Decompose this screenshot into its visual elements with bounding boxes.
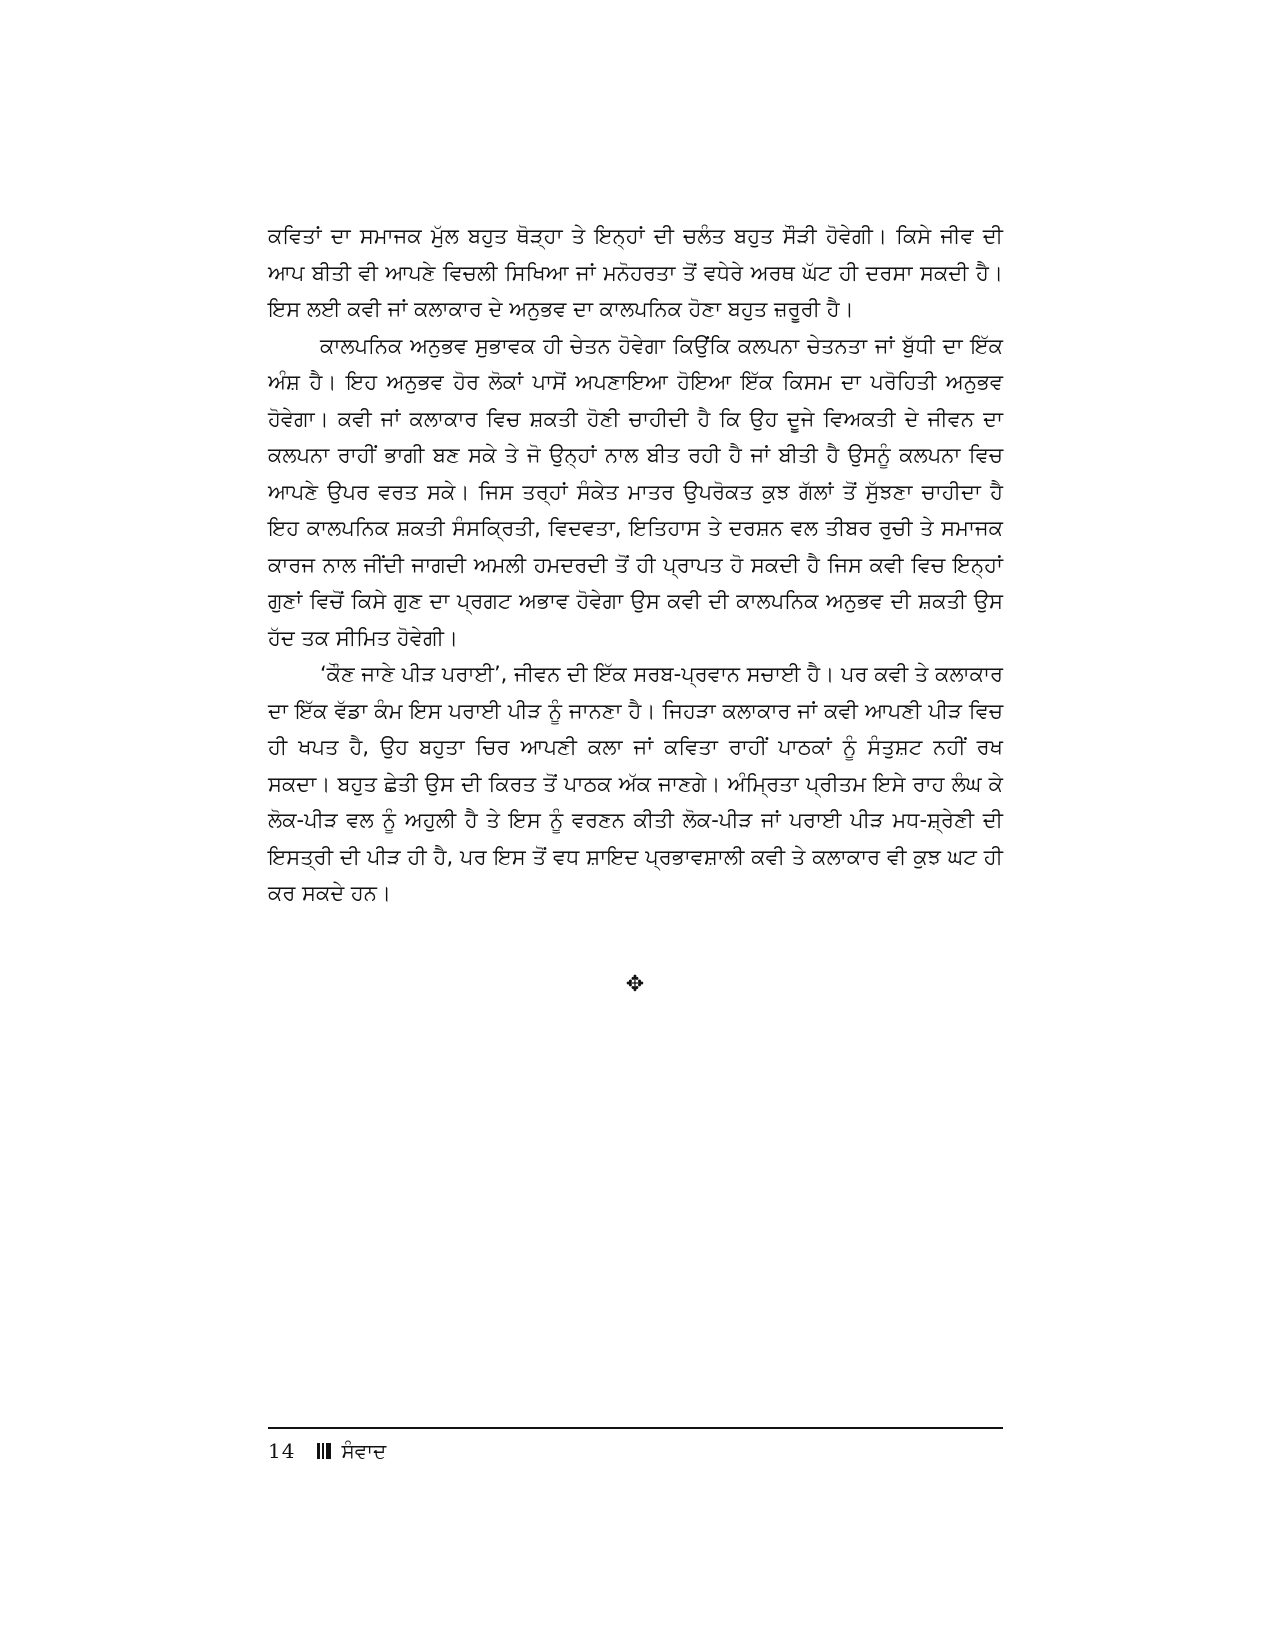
body-text [268, 218, 1003, 912]
paragraph-2: ਕਾਲਪਨਿਕ ਅਨੁਭਵ ਸੁਭਾਵਕ ਹੀ ਚੇਤਨ ਹੋਵੇਗਾ ਕਿਉਂਕਿ ਕਲਪਨਾ ਚੇਤਨਤਾ ਜਾਂ ਬੁੱਧੀ ਦਾ ਇੱਕ ਅੰਸ਼ ਹੈ। ਇਹ ਅਨੁਭਵ ਹੋਰ ਲੋਕਾਂ ਪਾਸੋਂ ਅਪਣਾਇਆ ਹੋਇਆ ਇੱਕ ਕਿਸਮ ਦਾ ਪਰੋਹਿਤੀ ਅਨੁਭਵ ਹੋਵੇਗਾ। ਕਵੀ ਜਾਂ ਕਲਾਕਾਰ ਵਿਚ ਸ਼ਕਤੀ ਹੋਣੀ ਚਾਹੀਦੀ ਹੈ ਕਿ ਉਹ ਦੂਜੇ ਵਿਅਕਤੀ ਦੇ ਜੀਵਨ ਦਾ ਕਲਪਨਾ ਰਾਹੀਂ ਭਾਗੀ ਬਣ ਸਕੇ ਤੇ ਜੋ ਉਨ੍ਹਾਂ ਨਾਲ ਬੀਤ ਰਹੀ ਹੈ ਜਾਂ ਬੀਤੀ ਹੈ ਉਸਨੂੰ ਕਲਪਨਾ ਵਿਚ ਆਪਣੇ ਉਪਰ ਵਰਤ ਸਕੇ। ਜਿਸ ਤਰ੍ਹਾਂ ਸੰਕੇਤ ਮਾਤਰ ਉਪਰੋਕਤ ਕੁਝ ਗੱਲਾਂ ਤੋਂ ਸੁੱਝਣਾ ਚਾਹੀਦਾ ਹੈ ਇਹ ਕਾਲਪਨਿਕ ਸ਼ਕਤੀ ਸੰਸਕ੍ਰਿਤੀ, ਵਿਦਵਤਾ, ਇਤਿਹਾਸ ਤੇ ਦਰਸ਼ਨ ਵਲ ਤੀਬਰ ਰੁਚੀ ਤੇ ਸਮਾਜਕ ਕਾਰਜ ਨਾਲ ਜੀਂਦੀ ਜਾਗਦੀ ਅਮਲੀ ਹਮਦਰਦੀ ਤੋਂ ਹੀ ਪ੍ਰਾਪਤ ਹੋ ਸਕਦੀ ਹੈ ਜਿਸ ਕਵੀ ਵਿਚ ਇਨ੍ਹਾਂ ਗੁਣਾਂ ਵਿਚੋਂ ਕਿਸੇ ਗੁਣ ਦਾ ਪ੍ਰਗਟ ਅਭਾਵ ਹੋਵੇਗਾ ਉਸ ਕਵੀ ਦੀ ਕਾਲਪਨਿਕ ਅਨੁਭਵ ਦੀ ਸ਼ਕਤੀ ਉਸ ਹੱਦ ਤਕ ਸੀਮਿਤ ਹੋਵੇਗੀ। [268, 333, 1003, 650]
paragraph-1: ਕਵਿਤਾਂ ਦਾ ਸਮਾਜਕ ਮੁੱਲ ਬਹੁਤ ਥੋੜ੍ਹਾ ਤੇ ਇਨ੍ਹਾਂ ਦੀ ਚਲੰਤ ਬਹੁਤ ਸੌੜੀ ਹੋਵੇਗੀ। ਕਿਸੇ ਜੀਵ ਦੀ ਆਪ ਬੀਤੀ ਵੀ ਆਪਣੇ ਵਿਚਲੀ ਸਿਖਿਆ ਜਾਂ ਮਨੋਹਰਤਾ ਤੋਂ ਵਧੇਰੇ ਅਰਥ ਘੱਟ ਹੀ ਦਰਸਾ ਸਕਦੀ ਹੈ। ਇਸ ਲਈ ਕਵੀ ਜਾਂ ਕਲਾਕਾਰ ਦੇ ਅਨੁਭਵ ਦਾ ਕਾਲਪਨਿਕ ਹੋਣਾ ਬਹੁਤ ਜ਼ਰੂਰੀ ਹੈ। [268, 224, 1003, 321]
section-ornament-icon: ✥ [625, 972, 645, 997]
bars-ornament-icon [317, 1442, 333, 1460]
running-book-title: ਸੰਵਾਦ [341, 1439, 387, 1463]
paragraph-3: ‘ਕੌਣ ਜਾਣੇ ਪੀੜ ਪਰਾਈ’, ਜੀਵਨ ਦੀ ਇੱਕ ਸਰਬ-ਪ੍ਰਵਾਨ ਸਚਾਈ ਹੈ। ਪਰ ਕਵੀ ਤੇ ਕਲਾਕਾਰ ਦਾ ਇੱਕ ਵੱਡਾ ਕੰਮ ਇਸ ਪਰਾਈ ਪੀੜ ਨੂੰ ਜਾਨਣਾ ਹੈ। ਜਿਹੜਾ ਕਲਾਕਾਰ ਜਾਂ ਕਵੀ ਆਪਣੀ ਪੀੜ ਵਿਚ ਹੀ ਖਪਤ ਹੈ, ਉਹ ਬਹੁਤਾ ਚਿਰ ਆਪਣੀ ਕਲਾ ਜਾਂ ਕਵਿਤਾ ਰਾਹੀਂ ਪਾਠਕਾਂ ਨੂੰ ਸੰਤੁਸ਼ਟ ਨਹੀਂ ਰਖ ਸਕਦਾ। ਬਹੁਤ ਛੇਤੀ ਉਸ ਦੀ ਕਿਰਤ ਤੋਂ ਪਾਠਕ ਅੱਕ ਜਾਣਗੇ। ਅੰਮ੍ਰਿਤਾ ਪ੍ਰੀਤਮ ਇਸੇ ਰਾਹ ਲੰਘ ਕੇ ਲੋਕ-ਪੀੜ ਵਲ ਨੂੰ ਅਹੁਲੀ ਹੈ ਤੇ ਇਸ ਨੂੰ ਵਰਣਨ ਕੀਤੀ ਲੋਕ-ਪੀੜ ਜਾਂ ਪਰਾਈ ਪੀੜ ਮਧ-ਸ਼੍ਰੇਣੀ ਦੀ ਇਸਤ੍ਰੀ ਦੀ ਪੀੜ ਹੀ ਹੈ, ਪਰ ਇਸ ਤੋਂ ਵਧ ਸ਼ਾਇਦ ਪ੍ਰਭਾਵਸ਼ਾਲੀ ਕਵੀ ਤੇ ਕਲਾਕਾਰ ਵੀ ਕੁਝ ਘਟ ਹੀ ਕਰ ਸਕਦੇ ਹਨ। [268, 662, 1003, 905]
footer-divider [268, 1427, 1003, 1429]
page-footer [268, 1436, 386, 1466]
page-number: 14 [268, 1439, 296, 1463]
